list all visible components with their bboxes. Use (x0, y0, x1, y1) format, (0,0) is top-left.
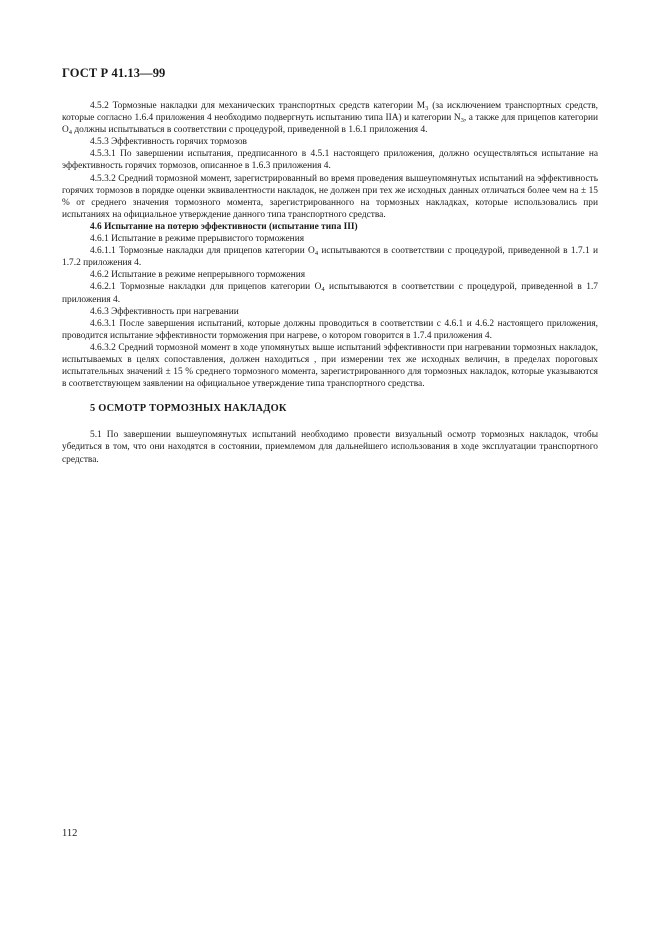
text-run: испытываются в соответствии с процедурой, приведенной в 1.7 приложения 4. (62, 282, 598, 305)
text-run: 4.5.2 Тормозные накладки для механических транспортных средств категории М (90, 101, 426, 111)
paragraph-4-6-3: 4.6.3 Эффективность при нагревании (90, 306, 239, 317)
paragraph-4-6-3-2: 4.6.3.2 Средний тормозной момент в ходе упомянутых выше испытаний эффективности при нагревании тормозных накладок, испытываемых в целях сопоставления, должен находиться , при измерении тех же исходных величин, в пределах пороговых испытательных значений ± 15 % среднего тормозного момента, зарегистрированного для тормозных накладок, которые указываются в соответствующем заявлении на официальное утверждение типа транспортного средства. (62, 342, 598, 390)
document-code-header: ГОСТ Р 41.13—99 (62, 66, 166, 80)
paragraph-5-1: 5.1 По завершении вышеупомянутых испытаний необходимо провести визуальный осмотр тормозных накладок, чтобы убедиться в том, что они находятся в состоянии, приемлемом для дальнейшего использования в ходе эксплуатации транспортного средства. (62, 430, 598, 465)
paragraph-4-5-2 (62, 100, 598, 136)
subscript: 3 (460, 117, 464, 125)
text-run: 4.6.1.1 Тормозные накладки для прицепов категории О (90, 246, 315, 257)
text-run: (за исключением транспортных средств, которые согласно 1.6.4 приложения 4 необходимо подвергнуть испытанию типа IIА) и категории N (62, 101, 598, 124)
document-page (62, 0, 598, 936)
paragraph-4-6-1: 4.6.1 Испытание в режиме прерывистого торможения (90, 234, 305, 245)
page-number: 112 (62, 828, 78, 839)
document-body (62, 100, 598, 466)
subscript: 4 (314, 250, 319, 258)
paragraph-4-5-3-1: 4.5.3.1 По завершении испытания, предписанного в 4.5.1 настоящего приложения, должно осуществляться испытание на эффективность горячих тормозов, описанное в 1.6.3 приложения 4. (62, 149, 598, 172)
subscript: 4 (68, 129, 73, 137)
text-run: , а также для прицепов категории О (62, 113, 598, 136)
subscript: 3 (425, 105, 429, 112)
paragraph-4-6-2: 4.6.2 Испытание в режиме непрерывного торможения (90, 270, 306, 281)
paragraph-4-5-3: 4.5.3 Эффективность горячих тормозов (90, 137, 247, 148)
paragraph-4-6-heading: 4.6 Испытание на потерю эффективности (испытание типа III) (90, 221, 358, 232)
paragraph-4-6-3-1: 4.6.3.1 После завершения испытаний, которые должны проводиться в соответствии с 4.6.1 и 4.6.2 настоящего приложения, проводится испытание эффективности торможения при нагреве, о котором говорится в 1.7.4 приложения 4. (62, 318, 598, 341)
paragraph-4-6-2-1 (62, 281, 598, 305)
paragraph-4-6-1-1 (62, 245, 598, 269)
text-run: 4.6.2.1 Тормозные накладки для прицепов категории О (90, 282, 322, 293)
text-run: испытываются в соответствии с процедурой, приведенной в 1.7.1 и 1.7.2 приложения 4. (62, 246, 598, 269)
section-5-title: 5 ОСМОТР ТОРМОЗНЫХ НАКЛАДОК (90, 403, 287, 415)
paragraph-4-5-3-2: 4.5.3.2 Средний тормозной момент, зарегистрированный во время проведения вышеупомянутых испытаний на эффективность горячих тормозов в порядке оценки эквивалентности накладок, не должен при тех же исходных данных отличаться более чем на ± 15 % от среднего значения тормозного момента, зарегистрированного на тормозных накладках, которые использовались при испытаниях на официальное утверждение данного типа транспортного средства. (62, 173, 598, 220)
text-run: должны испытываться в соответствии с процедурой, приведенной в 1.6.1 приложения 4. (72, 125, 428, 136)
subscript: 4 (321, 286, 325, 294)
